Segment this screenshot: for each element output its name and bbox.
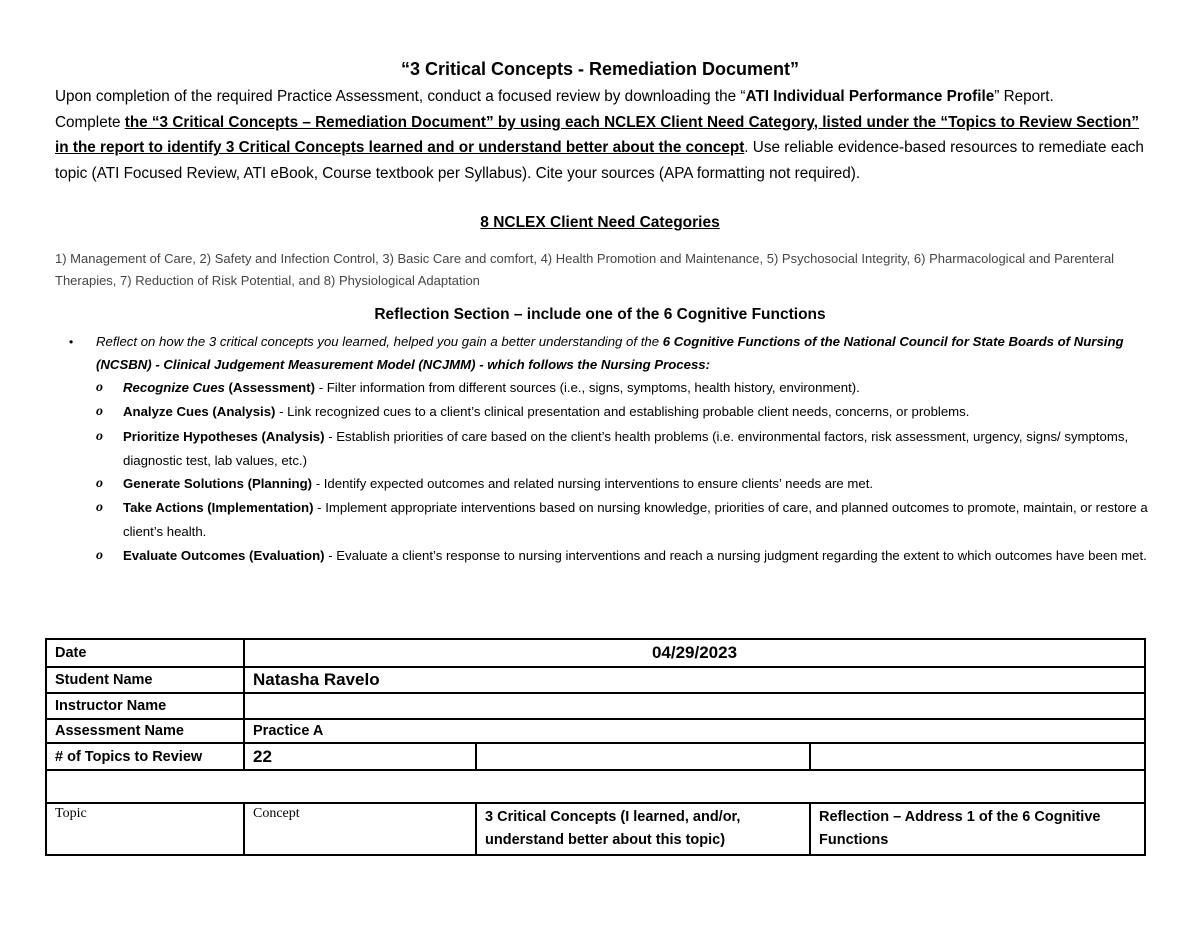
sub-bullet-marker: o [96, 380, 103, 395]
function-name-italic: Recognize Cues [123, 380, 225, 395]
function-name: (Assessment) [224, 380, 316, 395]
date-value[interactable]: 04/29/2023 [244, 639, 1145, 667]
table-row-assessment [46, 719, 1145, 743]
table-row-spacer [46, 770, 1145, 803]
assessment-name-value[interactable]: Practice A [244, 719, 1145, 743]
function-name: Take Actions (Implementation) [123, 500, 314, 515]
table-row-topics [46, 743, 1145, 770]
function-name: Analyze Cues (Analysis) [123, 404, 276, 419]
critical-concepts-header: 3 Critical Concepts (I learned, and/or, understand better about this topic) [476, 803, 810, 855]
function-description: - Implement appropriate interventions based on nursing knowledge, priorities of care, and planned outcomes to promote, maintain, or restore a client’s health. [123, 500, 1148, 539]
student-name-value[interactable]: Natasha Ravelo [244, 667, 1145, 693]
concept-header: Concept [244, 803, 476, 855]
reflection-header: Reflection – Address 1 of the 6 Cognitive Functions [810, 803, 1145, 855]
function-item-take-actions [96, 496, 1156, 544]
function-description: - Establish priorities of care based on the client’s health problems (i.e. environmental factors, risk assessment, urgency, signs/ symptoms, diagnostic test, lab values, etc.) [123, 429, 1129, 468]
function-item-recognize-cues [96, 376, 1156, 400]
sub-bullet-marker: o [96, 548, 103, 563]
intro-underlined-instruction: the “3 Critical Concepts – Remediation Document” by using each NCLEX Client Need Category, listed under the “Topics to Review Section” in the report to identify 3 Critical Concepts learned and or understand better about the concept [55, 113, 1140, 157]
topics-count-value[interactable]: 22 [244, 743, 476, 770]
categories-heading: 8 NCLEX Client Need Categories [480, 214, 720, 231]
sub-bullet-marker: o [96, 476, 103, 491]
function-name: Prioritize Hypotheses (Analysis) [123, 429, 325, 444]
empty-cell[interactable] [46, 770, 1145, 803]
intro-text-1: Upon completion of the required Practice Assessment, conduct a focused review by downloading the “ [55, 88, 746, 105]
function-item-generate-solutions [96, 472, 1156, 496]
sub-bullet-marker: o [96, 429, 103, 444]
reflection-bullet-text-b: 6 Cognitive Functions of the National Council for State Boards of Nursing (NCSBN) - Clinical Judgement Measurement Model (NCJMM) - which follows the Nursing Process: [96, 334, 1124, 372]
function-description: - Evaluate a client’s response to nursing interventions and reach a nursing judgment regarding the extent to which outcomes have been met. [324, 548, 1147, 563]
empty-cell[interactable] [476, 743, 810, 770]
categories-list: 1) Management of Care, 2) Safety and Infection Control, 3) Basic Care and comfort, 4) Health Promotion and Maintenance, 5) Psychosocial Integrity, 6) Pharmacological and Parenteral Therapies, 7) Reduction of Risk Potential, and 8) Physiological Adaptation [55, 251, 1115, 288]
sub-bullet-marker: o [96, 404, 103, 419]
empty-cell[interactable] [810, 743, 1145, 770]
instructor-name-label: Instructor Name [46, 693, 244, 719]
function-item-prioritize-hypotheses [96, 425, 1156, 473]
sub-bullet-marker: o [96, 500, 103, 515]
table-header-row [46, 803, 1145, 855]
reflection-heading: Reflection Section – include one of the 6 Cognitive Functions [374, 306, 826, 323]
document-title: “3 Critical Concepts - Remediation Document” [400, 59, 800, 79]
remediation-form-table [45, 638, 1146, 856]
function-name: Evaluate Outcomes (Evaluation) [123, 548, 325, 563]
reflection-bullet-text-a: Reflect on how the 3 critical concepts you learned, helped you gain a better understanding of the [96, 334, 663, 349]
intro-text-4: . Use reliable evidence-based resources to remediate each topic (ATI Focused Review, ATI eBook, Course textbook per Syllabus). Cite your sources (APA formatting not required). [55, 139, 1144, 182]
intro-text-3: Complete [55, 113, 125, 131]
student-name-label: Student Name [46, 667, 244, 693]
topics-count-label: # of Topics to Review [46, 743, 244, 770]
table-row-student [46, 667, 1145, 693]
assessment-name-label: Assessment Name [46, 719, 244, 743]
function-description: - Filter information from different sources (i.e., signs, symptoms, health history, environment). [315, 380, 860, 395]
function-description: - Identify expected outcomes and related nursing interventions to ensure clients’ needs are met. [312, 476, 874, 491]
report-name: ATI Individual Performance Profile [745, 88, 995, 105]
bullet-marker: • [69, 335, 74, 349]
table-row-date [46, 639, 1145, 667]
topic-header: Topic [46, 803, 244, 855]
function-item-evaluate-outcomes [96, 544, 1156, 568]
intro-text-2: ” Report. [994, 88, 1054, 105]
function-description: - Link recognized cues to a client’s clinical presentation and establishing probable client needs, concerns, or problems. [275, 404, 970, 419]
instructor-name-value[interactable] [244, 693, 1145, 719]
date-label: Date [46, 639, 244, 667]
intro-paragraph [55, 84, 1155, 186]
function-name: Generate Solutions (Planning) [123, 476, 313, 491]
function-item-analyze-cues [96, 400, 1156, 424]
reflection-bullet [96, 330, 1146, 376]
table-row-instructor [46, 693, 1145, 719]
